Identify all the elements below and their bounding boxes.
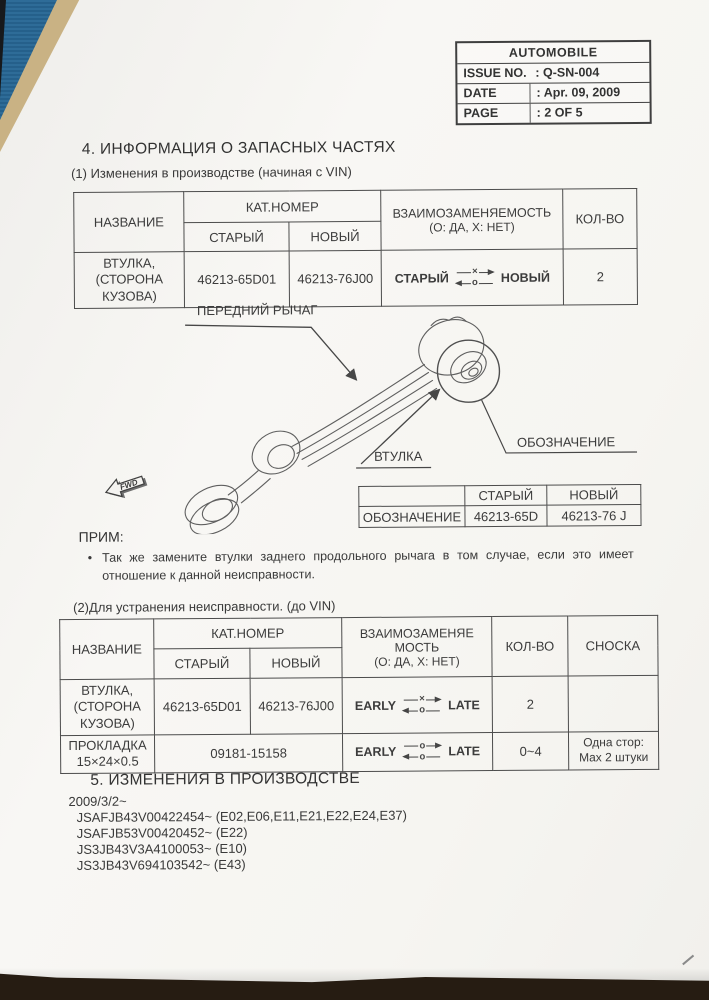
page-value: : 2 OF 5	[530, 103, 650, 123]
t1-interchange-note: (О: ДА, Х: НЕТ)	[429, 219, 515, 234]
bullet-dot: •	[87, 550, 93, 565]
issue-no-label: ISSUE NO.	[463, 65, 527, 81]
date-row	[457, 83, 649, 104]
t2-row1-name: ВТУЛКА, (СТОРОНА КУЗОВА)	[60, 679, 154, 736]
dt-old-value: 46213-65D	[465, 505, 547, 527]
info-box-title: AUTOMOBILE	[457, 42, 649, 64]
fix-parts-table	[59, 615, 659, 774]
dt-new-value: 46213-76 J	[547, 505, 641, 527]
t1-interchange-title: ВЗАИМОЗАМЕНЯЕМОСТЬ	[392, 205, 552, 221]
vin-lines	[77, 808, 408, 874]
note-text: Так же замените втулки заднего продольного рычага в том случае, если это имеет отношение к данной неисправности.	[102, 547, 634, 583]
fwd-label: FWD	[118, 477, 139, 492]
t2-row2-footnote: Одна стор: Max 2 штуки	[568, 731, 658, 769]
dt-header-old: СТАРЫЙ	[465, 485, 547, 506]
designation-table	[358, 484, 641, 528]
fwd-icon	[103, 471, 149, 504]
t2-row1-interchange	[342, 677, 492, 734]
bushing-label-underline	[356, 467, 431, 468]
note-title: ПРИМ:	[78, 528, 124, 545]
vin-line: JS3JB43V3A4100053~ (E10)	[76, 840, 248, 857]
vin-line: JS3JB43V694103542~ (E43)	[76, 856, 246, 873]
t1-row-qty: 2	[563, 249, 637, 306]
t2-row1-old-part: 46213-65D01	[154, 678, 250, 735]
t2-header-name: НАЗВАНИЕ	[60, 619, 154, 680]
t1-interchange-left: СТАРЫЙ	[394, 270, 449, 286]
marker-top: ×	[419, 693, 425, 705]
dt-row-label: ОБОЗНАЧЕНИЕ	[359, 506, 465, 528]
t2-row1-interchange-right: LATE	[447, 697, 480, 712]
t2-header-cat: КАТ.НОМЕР	[154, 618, 342, 649]
front-lever-label: ПЕРЕДНИЙ РЫЧАГ	[196, 302, 318, 319]
t2-row1-qty: 2	[492, 676, 568, 733]
marker-top: o	[419, 740, 426, 752]
bushing-label: ВТУЛКА	[373, 448, 423, 464]
t2-header-qty: КОЛ-ВО	[492, 616, 568, 677]
t2-header-interchange	[342, 617, 492, 678]
t2-header-footnote: СНОСКА	[568, 615, 658, 676]
t1-row-name: ВТУЛКА, (СТОРОНА КУЗОВА)	[74, 252, 184, 309]
interchange-arrows-icon	[403, 742, 441, 762]
t2-row2-interchange	[342, 733, 492, 772]
issue-info-box	[455, 40, 652, 125]
page-row	[458, 103, 650, 123]
marker-top: ×	[472, 266, 478, 278]
issue-no-row	[457, 63, 649, 84]
vin-line: JSAFJB53V00420452~ (E22)	[76, 824, 248, 841]
t2-row2-name: ПРОКЛАДКА 15×24×0.5	[60, 735, 154, 773]
section2-subheading: (2)Для устранения неисправности. (до VIN)	[73, 598, 336, 615]
t2-row2-interchange-left: EARLY	[355, 744, 397, 760]
t1-header-old: СТАРЫЙ	[184, 222, 289, 252]
page-label: PAGE	[463, 105, 499, 121]
t1-interchange-right: НОВЫЙ	[500, 270, 550, 285]
t1-header-new: НОВЫЙ	[289, 221, 381, 251]
t2-row2-qty: 0~4	[492, 732, 568, 770]
section4-subheading: (1) Изменения в производстве (начиная с VIN)	[71, 164, 352, 181]
t1-header-qty: КОЛ-ВО	[563, 189, 637, 250]
t1-row-old-part: 46213-65D01	[184, 251, 289, 308]
t2-header-new: НОВЫЙ	[250, 648, 342, 679]
t2-row1-new-part: 46213-76J00	[250, 678, 342, 735]
interchange-arrows-icon	[403, 695, 441, 715]
magnifier-circle	[437, 340, 499, 402]
date-value: : Apr. 09, 2009	[529, 83, 649, 103]
t2-row2-part: 09181-15158	[154, 734, 342, 773]
note-bullet	[76, 546, 634, 585]
section5-heading: 5. ИЗМЕНЕНИЯ В ПРОИЗВОДСТВЕ	[90, 769, 361, 789]
issue-no-value: : Q-SN-004	[535, 65, 600, 80]
t2-interchange-note: (О: ДА, Х: НЕТ)	[374, 653, 460, 669]
t1-row-new-part: 46213-76J00	[289, 250, 381, 307]
t2-row1-footnote	[568, 675, 658, 732]
t2-header-old: СТАРЫЙ	[154, 648, 250, 679]
designation-label: ОБОЗНАЧЕНИЕ	[516, 434, 616, 450]
t2-row1-interchange-left: EARLY	[354, 698, 397, 713]
t1-header-name: НАЗВАНИЕ	[74, 192, 184, 253]
t1-header-interchange	[381, 189, 563, 250]
marker-bottom: o	[471, 277, 478, 289]
dt-empty-cell	[359, 486, 465, 507]
marker-bottom: o	[419, 751, 426, 763]
marker-bottom: o	[419, 704, 426, 716]
parts-change-table	[73, 188, 638, 309]
production-date-line: 2009/3/2~	[68, 793, 127, 810]
date-label: DATE	[463, 85, 497, 101]
t1-header-cat: КАТ.НОМЕР	[184, 190, 381, 222]
dt-header-new: НОВЫЙ	[547, 485, 641, 506]
interchange-arrows-icon	[456, 268, 494, 288]
vin-line: JSAFJB43V00422454~ (E02,E06,E11,E21,E22,E24,E37)	[76, 807, 408, 825]
t2-row2-interchange-right: LATE	[448, 744, 481, 759]
t2-interchange-title: ВЗАИМОЗАМЕНЯЕ МОСТЬ	[359, 625, 474, 655]
front-lever-leader-arrow	[185, 324, 356, 381]
section4-heading: 4. ИНФОРМАЦИЯ О ЗАПАСНЫХ ЧАСТЯХ	[81, 138, 396, 158]
